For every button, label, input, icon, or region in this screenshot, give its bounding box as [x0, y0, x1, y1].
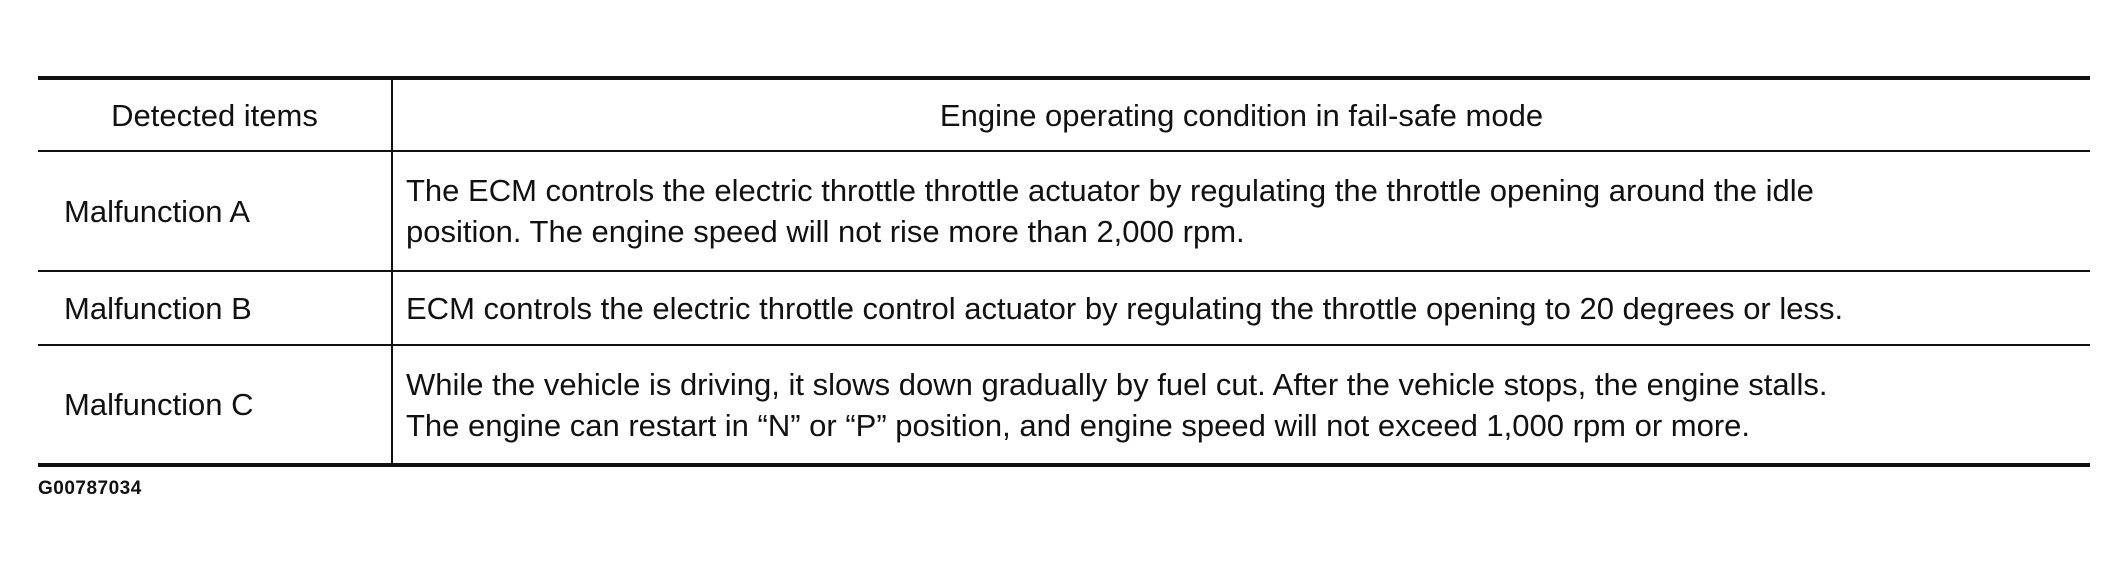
detected-item-cell: Malfunction C — [38, 345, 392, 465]
table-row — [38, 151, 2090, 271]
header-engine-condition: Engine operating condition in fail-safe mode — [392, 78, 2090, 151]
condition-cell — [392, 271, 2090, 345]
fail-safe-table — [38, 76, 2090, 467]
condition-line: position. The engine speed will not rise more than 2,000 rpm. — [406, 214, 1245, 249]
condition-line: The ECM controls the electric throttle throttle actuator by regulating the throttle opening around the idle — [406, 173, 1814, 208]
header-detected-items: Detected items — [38, 78, 392, 151]
figure-id-label: G00787034 — [38, 478, 142, 499]
table-row — [38, 345, 2090, 465]
condition-line: While the vehicle is driving, it slows down gradually by fuel cut. After the vehicle stops, the engine stalls. — [406, 366, 1828, 402]
detected-item-cell: Malfunction B — [38, 271, 392, 345]
detected-item-cell: Malfunction A — [38, 151, 392, 271]
condition-line: ECM controls the electric throttle control actuator by regulating the throttle opening to 20 degrees or less. — [406, 290, 1844, 326]
condition-cell — [392, 151, 2090, 271]
condition-cell — [392, 345, 2090, 465]
table-header-row — [38, 78, 2090, 151]
table-row — [38, 271, 2090, 345]
condition-line: The engine can restart in “N” or “P” position, and engine speed will not exceed 1,000 rpm or more. — [406, 407, 1751, 443]
